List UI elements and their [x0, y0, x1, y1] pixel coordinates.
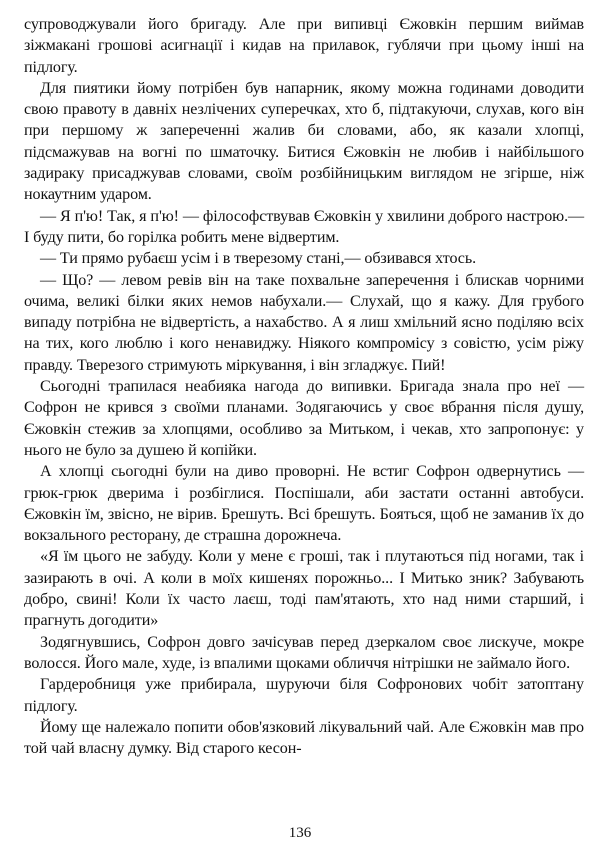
paragraph: — Що? — левом ревів він на таке похвальне заперечення і блискав чорними очима, великі білки яких немов набухали.— Слухай, що я кажу. Для грубого випаду потрібна не відвертість, а нахабство. А я лиш хмільний ясно поділяю всіх на тих, кого люблю і кого ненавиджу. Ніякого компромісу з совістю, усім ріжу правду. Тверезого стримують міркування, і він згладжує. Пий! — [24, 271, 584, 374]
paragraph: Сьогодні трапилася неабияка нагода до випивки. Бригада знала про неї — Софрон не крився з своїми планами. Зодягаючись у своє вбрання після душу, Єжовкін стежив за хлопцями, особливо за Митьком, і чекав, хто запропонує: у нього не було за душею й копійки. — [24, 378, 584, 459]
paragraph: А хлопці сьогодні були на диво проворні. Не встиг Софрон одвернутись — грюк-грюк дверима і розбіглися. Поспішали, аби застати останні автобуси. Єжовкін їм, звісно, не вірив. Брешуть. Всі брешуть. Бояться, щоб не заманив їх до вокзального ресторану, де страшна дорожнеча. — [24, 463, 584, 545]
paragraph: супроводжували його бригаду. Але при випивці Єжовкін першим виймав зіжмакані грошові асигнації і кидав на прилавок, гублячи при цьому інші на підлогу. — [24, 16, 584, 76]
paragraph: «Я їм цього не забуду. Коли у мене є гроші, так і плутаються під ногами, так і зазирають в очі. А коли в моїх кишенях порожньо... І Митько зник? Забувають добро, свині! Коли їх часто лаєш, тоді пам'ятають, хто над ними старший, і прагнуть догодити» — [24, 548, 584, 630]
paragraph: Зодягнувшись, Софрон довго зачісував перед дзеркалом своє лискуче, мокре волосся. Його мале, худе, із впалими щоками обличчя нітрішки не займало його. — [24, 633, 584, 672]
paragraph: Для пиятики йому потрібен був напарник, якому можна годинами доводити свою правоту в давніх незлічених суперечках, хто б, підтакуючи, слухав, кого він при першому ж запереченні жалив би словами, або, як казали хлопці, підсмажував на вогні по шматочку. Битися Єжовкін не любив і найбільшого задираку присаджував словами, своїм розбійницьким виглядом не згірше, ніж нокаутним ударом. — [24, 79, 584, 204]
paragraph: Гардеробниця уже прибирала, шуруючи біля Софронових чобіт затоптану підлогу. — [24, 676, 584, 715]
paragraph: — Я п'ю! Так, я п'ю! — філософствував Єжовкін у хвилини доброго настрою.— І буду пити, бо горілка робить мене відвертим. — [24, 207, 584, 246]
page-text — [24, 14, 584, 759]
paragraph: — Ти прямо рубаєш усім і в тверезому стані,— обзивався хтось. — [40, 250, 477, 268]
paragraph: Йому ще належало попити обов'язковий лікувальний чай. Але Єжовкін мав про той чай власну думку. Від старого кесон- — [24, 718, 584, 758]
page-number: 136 — [288, 825, 312, 841]
